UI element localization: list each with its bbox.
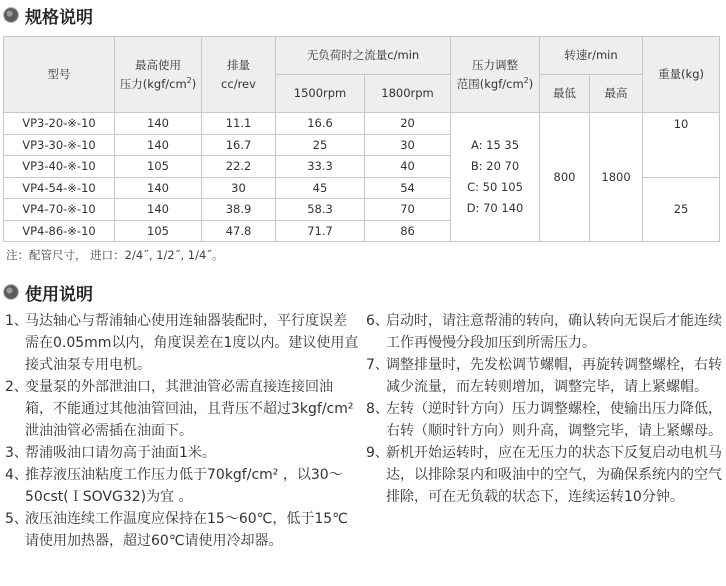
cell-displacement: 38.9 [202, 199, 276, 221]
list-item: 7、 调整排量时，先发松调节螺帽，再旋转调整螺栓，右转减少流量，而左转则增加，调整完毕，请上紧螺帽。 [366, 357, 722, 395]
header-speed-max: 最高 [590, 75, 643, 113]
cell-flow-1800: 20 [365, 113, 451, 135]
cell-weight-vp3: 10 [643, 113, 720, 178]
header-speed-min: 最低 [540, 75, 590, 113]
usage-left-column [5, 310, 360, 552]
header-model: 型号 [4, 37, 115, 113]
cell-flow-1800: 30 [365, 134, 451, 156]
cell-pressure: 105 [115, 220, 202, 242]
cell-flow-1500: 71.7 [276, 220, 365, 242]
cell-displacement: 22.2 [202, 156, 276, 178]
header-weight: 重量(kg) [643, 37, 720, 113]
list-item: 1、 马达轴心与帮浦轴心使用连轴器装配时，平行度误差需在0.05mm以内，角度误差在1度以内。建议使用直接式油泵专用电机。 [5, 313, 359, 373]
list-item: 4、 推荐液压油粘度工作压力低于70kgf/cm² ，以30～50cst(ＩSOVG32)为宜 。 [5, 467, 343, 505]
cell-model: VP4-86-※-10 [4, 220, 115, 242]
cell-flow-1500: 45 [276, 177, 365, 199]
usage-title: 使用说明 [25, 284, 93, 305]
list-item: 3、 帮浦吸油口请勿高于油面1米。 [5, 445, 216, 461]
usage-right-column [366, 310, 722, 508]
range-a: A: 15 35 [470, 138, 520, 152]
spec-title: 规格说明 [25, 7, 93, 28]
cell-pressure: 105 [115, 156, 202, 178]
header-speed: 转速r/min [540, 37, 643, 75]
cell-speed-min: 800 [540, 113, 590, 242]
list-item: 8、 左转（逆时针方向）压力调整螺栓，使输出压力降低，右转（顺时针方向）则升高，调整完毕，请上紧螺母。 [366, 401, 722, 439]
table-row [4, 113, 720, 135]
cell-flow-1800: 86 [365, 220, 451, 242]
cell-flow-1500: 25 [276, 134, 365, 156]
cell-flow-1500: 16.6 [276, 113, 365, 135]
cell-model: VP4-54-※-10 [4, 177, 115, 199]
cell-flow-1500: 58.3 [276, 199, 365, 221]
list-item: 2、 变量泵的外部泄油口，其泄油管必需直接连接回油箱，不能通过其他油管回油，且背压不超过3kgf/cm² 泄油油管必需插在油面下。 [5, 379, 354, 439]
cell-speed-max: 1800 [590, 113, 643, 242]
cell-flow-1500: 33.3 [276, 156, 365, 178]
range-b: B: 20 70 [470, 159, 520, 173]
cell-model: VP3-30-※-10 [4, 134, 115, 156]
cell-model: VP3-40-※-10 [4, 156, 115, 178]
list-item: 6、 启动时，请注意帮浦的转向，确认转向无误后才能连续工作再慢慢分段加压到所需压力。 [366, 313, 722, 351]
range-c: C: 50 105 [467, 180, 523, 194]
section-bullet-icon [4, 285, 18, 299]
cell-displacement: 47.8 [202, 220, 276, 242]
list-item: 9、 新机开始运转时，应在无压力的状态下反复启动电机马达，以排除泵内和吸油中的空气，为确保系统内的空气排除，可在无负载的状态下，连续运转10分钟。 [366, 445, 722, 505]
cell-pressure-ranges [451, 113, 540, 242]
spec-section-title [4, 4, 93, 26]
header-no-load-flow: 无负荷时之流量c/min [276, 37, 451, 75]
header-1800rpm: 1800rpm [365, 75, 451, 113]
range-d: D: 70 140 [466, 201, 524, 215]
section-bullet-icon [4, 8, 18, 22]
header-displacement: 排量 cc/rev [202, 37, 276, 113]
cell-displacement: 30 [202, 177, 276, 199]
cell-flow-1800: 70 [365, 199, 451, 221]
cell-model: VP4-70-※-10 [4, 199, 115, 221]
cell-model: VP3-20-※-10 [4, 113, 115, 135]
cell-pressure: 140 [115, 134, 202, 156]
cell-displacement: 16.7 [202, 134, 276, 156]
cell-pressure: 140 [115, 177, 202, 199]
cell-weight-vp4: 25 [643, 177, 720, 242]
header-pressure-adjust: 压力调整 范围$(kgf/cm^2)$ [451, 37, 540, 113]
list-item: 5、 液压油连续工作温度应保持在15～60℃，低于15℃请使用加热器，超过60℃请使用冷却器。 [5, 511, 348, 549]
piping-note: 注：配管尺寸， 进口：2/4˝, 1/2˝, 1/4˝。 [6, 248, 224, 262]
cell-pressure: 140 [115, 113, 202, 135]
cell-flow-1800: 40 [365, 156, 451, 178]
cell-flow-1800: 54 [365, 177, 451, 199]
cell-displacement: 11.1 [202, 113, 276, 135]
cell-pressure: 140 [115, 199, 202, 221]
spec-table [3, 36, 720, 242]
header-max-pressure: 最高使用 压力$(kgf/cm^2)$ [115, 37, 202, 113]
usage-section-title [4, 281, 93, 303]
header-1500rpm: 1500rpm [276, 75, 365, 113]
